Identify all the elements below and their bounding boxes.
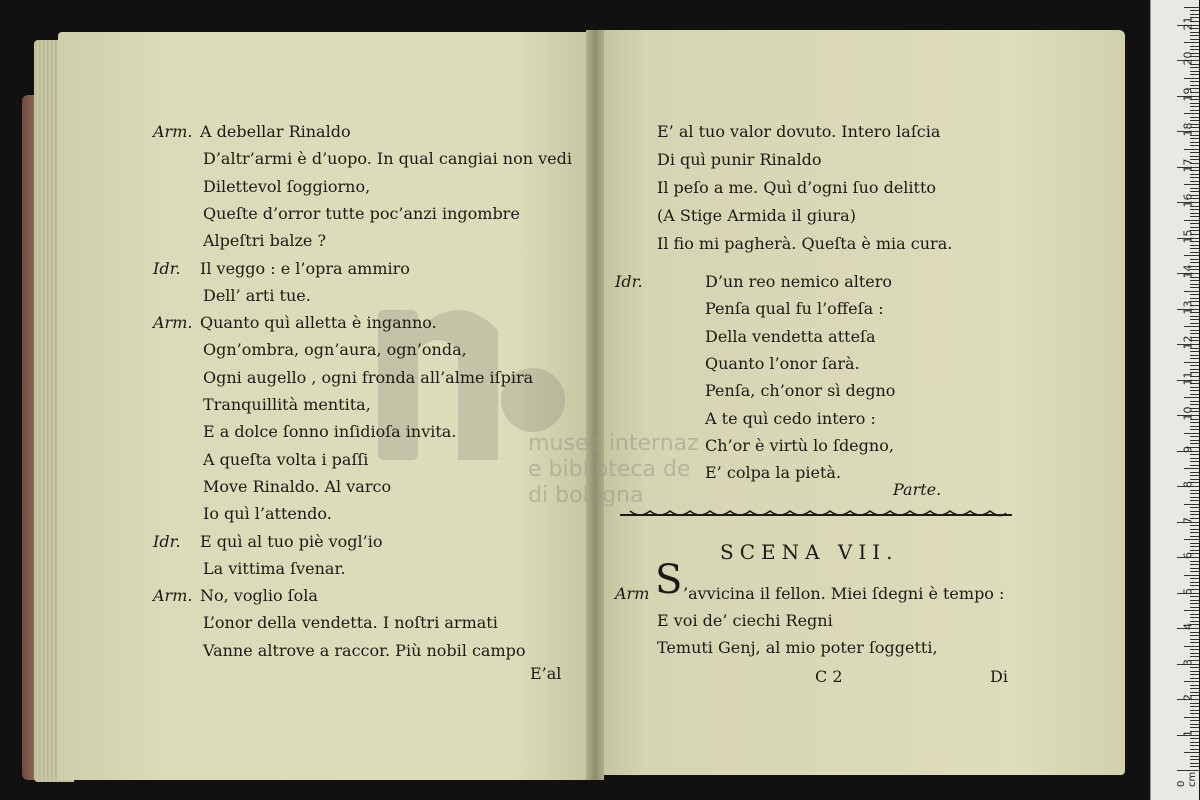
ruler-tick: [1190, 152, 1199, 153]
ruler-tick: [1190, 724, 1199, 725]
ruler-tick: [1190, 81, 1199, 82]
ruler-number: 10: [1181, 406, 1195, 421]
scene-title: SCENA VII.: [720, 540, 899, 564]
ruler-tick: [1184, 326, 1199, 327]
ruler-tick: [1190, 713, 1199, 714]
ruler-number: 1: [1181, 729, 1195, 737]
ruler-tick: [1190, 536, 1199, 537]
ruler-tick: [1190, 653, 1199, 654]
ruler-tick: [1184, 113, 1199, 114]
left-catchword: E’al: [530, 664, 562, 683]
ruler-tick: [1190, 142, 1199, 143]
ruler-tick: [1184, 575, 1199, 576]
ruler-tick: [1190, 298, 1199, 299]
ruler-tick: [1190, 145, 1199, 146]
text-line: Queſte d’orror tutte poc’anzi ingombre: [203, 203, 520, 223]
ruler-tick: [1190, 532, 1199, 533]
ruler-number: 4: [1181, 623, 1195, 630]
ruler-tick: [1190, 422, 1199, 423]
ruler-tick: [1190, 475, 1199, 476]
ruler-tick: [1190, 639, 1199, 640]
ruler-tick: [1190, 156, 1199, 157]
drop-capital: S: [655, 557, 683, 603]
ruler-tick: [1184, 752, 1199, 753]
text-line: Quanto quì alletta è inganno.: [200, 313, 437, 333]
aria-line: Quanto l’onor ſarà.: [705, 353, 860, 373]
ruler-tick: [1190, 110, 1199, 111]
ruler-tick: [1184, 255, 1199, 256]
ruler-tick: [1190, 39, 1199, 40]
text-line: No, voglio ſola: [200, 586, 318, 606]
measuring-ruler: [1150, 0, 1199, 800]
ruler-tick: [1190, 103, 1199, 104]
speaker-label: Idr.: [153, 531, 181, 551]
ruler-tick: [1190, 401, 1199, 402]
ruler-tick: [1190, 582, 1199, 583]
signature-mark: C 2: [815, 667, 843, 686]
ruler-tick: [1190, 607, 1199, 608]
ruler-tick: [1184, 7, 1199, 8]
ruler-tick: [1190, 440, 1199, 441]
ruler-number: 11: [1181, 371, 1195, 385]
text-line: (A Stige Armida il giura): [657, 206, 856, 225]
ruler-tick: [1190, 529, 1199, 530]
ruler-tick: [1190, 763, 1199, 764]
ruler-number: 21: [1181, 16, 1195, 30]
ruler-tick: [1184, 291, 1199, 292]
ruler-number: 5: [1181, 587, 1195, 595]
ruler-tick: [1190, 642, 1199, 643]
ruler-tick: [1190, 227, 1199, 228]
ornament-divider-icon: [620, 508, 1012, 522]
text-line: Move Rinaldo. Al varco: [203, 476, 392, 496]
ruler-tick: [1190, 759, 1199, 760]
ruler-tick: [1190, 710, 1199, 711]
ruler-tick: [1190, 426, 1199, 427]
ruler-tick: [1190, 507, 1199, 508]
ruler-tick: [1190, 404, 1199, 405]
ruler-tick: [1190, 493, 1199, 494]
text-line: D’altr’armi è d’uopo. In qual cangiai non vedi: [203, 149, 572, 169]
scene-speaker: Arm: [615, 584, 650, 603]
ruler-unit: 0 cm: [1176, 771, 1198, 787]
ruler-tick: [1190, 316, 1199, 317]
ruler-tick: [1190, 436, 1199, 437]
ruler-tick: [1190, 568, 1199, 569]
ruler-tick: [1190, 472, 1199, 473]
scene-line: ’avvicina il fellon. Miei ſdegni è tempo :: [683, 584, 1005, 603]
aria-line: Penſa qual fu l’offeſa :: [705, 299, 884, 319]
text-line: L’onor della vendetta. I noſtri armati: [203, 613, 498, 633]
ruler-tick: [1190, 330, 1199, 331]
ruler-tick: [1177, 770, 1199, 771]
ruler-tick: [1190, 191, 1199, 192]
text-line: Tranquillità mentita,: [203, 395, 371, 414]
ruler-tick: [1190, 429, 1199, 430]
ruler-tick: [1190, 369, 1199, 370]
text-line: Ogni augello , ogni fronda all’alme iſpira: [203, 367, 534, 387]
ruler-tick: [1190, 678, 1199, 679]
aria-line: D’un reo nemico altero: [705, 272, 893, 291]
ruler-tick: [1184, 184, 1199, 185]
ruler-number: 17: [1181, 158, 1195, 172]
ruler-number: 3: [1181, 658, 1195, 666]
speaker-label: Arm.: [153, 586, 193, 606]
ruler-tick: [1190, 120, 1199, 121]
ruler-tick: [1190, 355, 1199, 356]
ruler-tick: [1190, 14, 1199, 15]
watermark-line-1: museo internaz: [528, 431, 699, 456]
text-line: La vittima ſvenar.: [203, 558, 346, 578]
text-line: Vanne altrove a raccor. Più nobil campo: [203, 640, 526, 660]
text-line: Dilettevol ſoggiorno,: [203, 176, 371, 196]
ruler-number: 7: [1181, 516, 1195, 524]
ruler-tick: [1190, 649, 1199, 650]
ruler-tick: [1190, 546, 1199, 547]
ruler-tick: [1190, 500, 1199, 501]
aria-line: E’ colpa la pietà.: [705, 463, 842, 483]
ruler-tick: [1190, 209, 1199, 210]
text-line: E a dolce ſonno inſidioſa invita.: [203, 422, 457, 442]
ruler-number: 6: [1181, 552, 1195, 559]
text-line: A debellar Rinaldo: [200, 122, 351, 141]
ruler-tick: [1190, 319, 1199, 320]
ruler-tick: [1190, 323, 1199, 324]
ruler-tick: [1184, 610, 1199, 611]
text-line: A queſta volta i paſſi: [203, 449, 369, 469]
ruler-tick: [1190, 216, 1199, 217]
ruler-tick: [1190, 465, 1199, 466]
ruler-tick: [1190, 333, 1199, 334]
ruler-tick: [1190, 742, 1199, 743]
ruler-tick: [1190, 177, 1199, 178]
ruler-tick: [1190, 720, 1199, 721]
ruler-tick: [1190, 394, 1199, 395]
watermark-line-2: e biblioteca de: [528, 457, 691, 482]
ruler-number: 18: [1181, 122, 1195, 137]
ruler-number: 15: [1181, 229, 1195, 243]
ruler-tick: [1190, 106, 1199, 107]
ruler-tick: [1190, 117, 1199, 118]
ruler-tick: [1190, 564, 1199, 565]
ruler-tick: [1184, 397, 1199, 398]
text-line: Di quì punir Rinaldo: [657, 150, 822, 169]
ruler-tick: [1184, 149, 1199, 150]
ruler-tick: [1184, 220, 1199, 221]
ruler-tick: [1184, 468, 1199, 469]
ruler-tick: [1190, 35, 1199, 36]
aria-line: A te quì cedo intero :: [705, 408, 876, 428]
ruler-tick: [1190, 259, 1199, 260]
ruler-tick: [1190, 351, 1199, 352]
ruler-number: 16: [1181, 193, 1195, 208]
exit-direction: Parte.: [893, 480, 942, 499]
ruler-number: 12: [1181, 335, 1195, 350]
ruler-number: 8: [1181, 481, 1195, 488]
ruler-tick: [1190, 71, 1199, 72]
text-line: Ogn’ombra, ogn’aura, ogn’onda,: [203, 340, 467, 360]
ruler-tick: [1190, 674, 1199, 675]
aria-line: Della vendetta atteſa: [705, 326, 876, 346]
ruler-tick: [1190, 600, 1199, 601]
ruler-tick: [1190, 458, 1199, 459]
ruler-number: 19: [1181, 87, 1195, 101]
aria-line: Penſa, ch’onor sì degno: [705, 381, 896, 401]
ruler-tick: [1190, 543, 1199, 544]
ruler-tick: [1190, 497, 1199, 498]
ruler-tick: [1190, 749, 1199, 750]
ruler-tick: [1190, 262, 1199, 263]
ruler-tick: [1190, 603, 1199, 604]
ruler-number: 14: [1181, 264, 1195, 279]
aria-line: Ch’or è virtù lo ſdegno,: [705, 435, 894, 455]
text-line: Il veggo : e l’opra ammiro: [200, 258, 410, 278]
ruler-number: 20: [1181, 51, 1195, 66]
right-catchword: Di: [990, 667, 1008, 686]
ruler-tick: [1190, 213, 1199, 214]
ruler-tick: [1190, 511, 1199, 512]
ruler-tick: [1190, 49, 1199, 50]
speaker-label: Idr.: [153, 258, 181, 278]
ruler-tick: [1190, 365, 1199, 366]
ruler-tick: [1190, 685, 1199, 686]
ruler-tick: [1190, 245, 1199, 246]
ruler-tick: [1190, 578, 1199, 579]
ruler-tick: [1190, 390, 1199, 391]
ruler-tick: [1190, 10, 1199, 11]
ruler-tick: [1184, 681, 1199, 682]
ruler-number: 2: [1181, 694, 1195, 701]
ruler-tick: [1184, 717, 1199, 718]
ruler-tick: [1190, 614, 1199, 615]
aria-speaker: Idr.: [615, 272, 643, 291]
ruler-tick: [1190, 571, 1199, 572]
text-line: Dell’ arti tue.: [203, 285, 311, 305]
ruler-tick: [1190, 688, 1199, 689]
ruler-tick: [1190, 766, 1199, 767]
ruler-tick: [1184, 42, 1199, 43]
ruler-tick: [1190, 280, 1199, 281]
ruler-tick: [1184, 504, 1199, 505]
speaker-label: Arm.: [153, 122, 193, 141]
ruler-tick: [1190, 223, 1199, 224]
ruler-tick: [1190, 756, 1199, 757]
ruler-tick: [1190, 174, 1199, 175]
ruler-tick: [1184, 362, 1199, 363]
ruler-number: 9: [1181, 445, 1195, 453]
ruler-tick: [1190, 706, 1199, 707]
ruler-tick: [1190, 745, 1199, 746]
ruler-tick: [1190, 287, 1199, 288]
ruler-tick: [1190, 85, 1199, 86]
ruler-tick: [1184, 433, 1199, 434]
ruler-tick: [1184, 646, 1199, 647]
scene-line: E voi de’ ciechi Regni: [657, 611, 833, 630]
text-line: Io quì l’attendo.: [203, 504, 332, 524]
ruler-tick: [1190, 461, 1199, 462]
text-line: E quì al tuo piè vogl’io: [200, 531, 383, 551]
text-line: Il peſo a me. Quì d’ogni ſuo delitto: [657, 178, 937, 197]
ruler-tick: [1184, 539, 1199, 540]
scene-line: Temuti Genj, al mio poter ſoggetti,: [657, 638, 938, 657]
ruler-tick: [1184, 78, 1199, 79]
speaker-label: Arm.: [153, 313, 193, 333]
ruler-tick: [1190, 181, 1199, 182]
ruler-tick: [1190, 74, 1199, 75]
ruler-tick: [1190, 635, 1199, 636]
text-line: Il fio mi pagherà. Queſta è mia cura.: [657, 234, 953, 253]
ruler-tick: [1190, 387, 1199, 388]
ruler-tick: [1190, 32, 1199, 33]
ruler-number: 13: [1181, 300, 1195, 314]
ruler-tick: [1190, 252, 1199, 253]
text-line: E’ al tuo valor dovuto. Intero laſcia: [657, 122, 941, 141]
ruler-tick: [1190, 294, 1199, 295]
book-gutter: [586, 30, 604, 780]
ruler-tick: [1190, 188, 1199, 189]
ruler-tick: [1190, 671, 1199, 672]
text-line: Alpeſtri balze ?: [203, 231, 327, 251]
ruler-tick: [1190, 67, 1199, 68]
ruler-tick: [1190, 138, 1199, 139]
ruler-tick: [1190, 358, 1199, 359]
watermark-line-3: di bologna: [528, 483, 644, 508]
ruler-tick: [1190, 617, 1199, 618]
ruler-tick: [1190, 46, 1199, 47]
ruler-tick: [1190, 284, 1199, 285]
ruler-tick: [1190, 248, 1199, 249]
